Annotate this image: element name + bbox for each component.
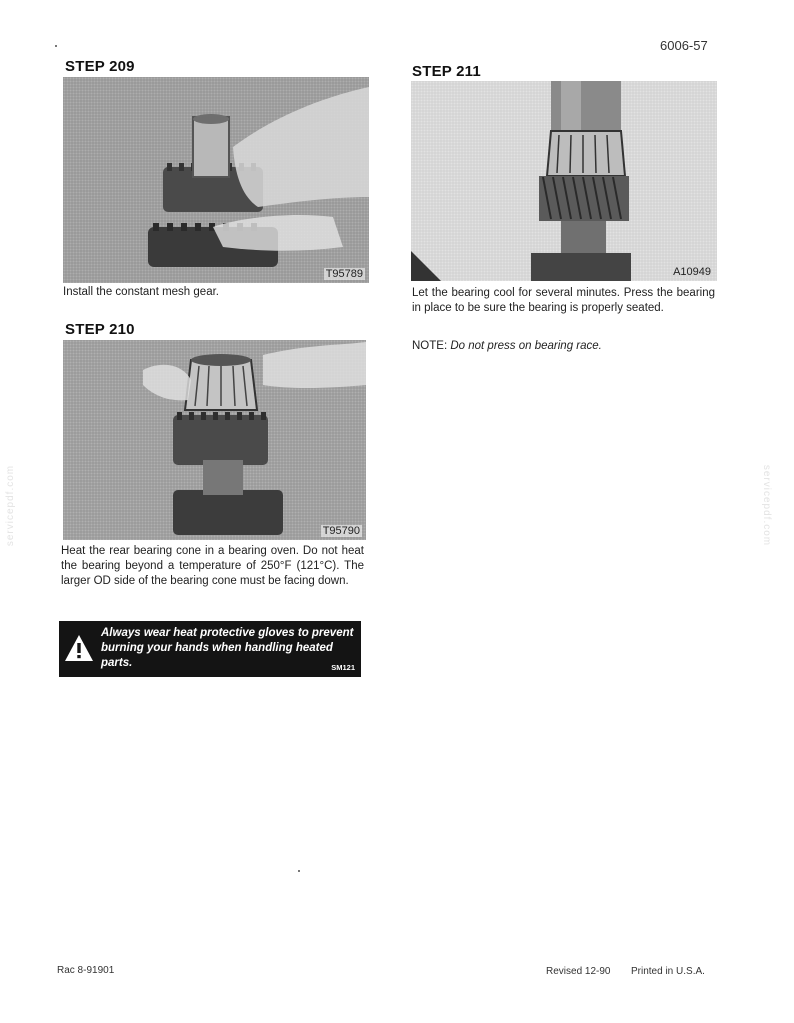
step-209-caption: Install the constant mesh gear. (63, 286, 219, 298)
scan-speck (298, 870, 300, 872)
note-text: Do not press on bearing race. (450, 340, 602, 352)
step-210-photo-code: T95790 (322, 525, 360, 537)
step-211-photo (411, 81, 717, 281)
step-210-heading: STEP 210 (65, 321, 135, 338)
page-number: 6006-57 (660, 38, 708, 53)
bearing-press-illustration (411, 81, 717, 281)
note-label: NOTE: (412, 340, 448, 352)
scan-speck (55, 45, 57, 47)
footer-document-code: Rac 8-91901 (57, 965, 115, 976)
step-211-caption: Let the bearing cool for several minutes. Press the bearing in place to be sure the bearing is properly seated. (412, 287, 715, 314)
step-209-heading: STEP 209 (65, 58, 135, 75)
bearing-cone-illustration (63, 340, 366, 540)
step-211-heading: STEP 211 (412, 63, 481, 80)
step-209-photo-code: T95789 (325, 268, 363, 280)
footer-revised: Revised 12-90 (546, 966, 611, 977)
footer-printed: Printed in U.S.A. (631, 966, 705, 977)
warning-triangle-icon (64, 634, 94, 662)
step-209-photo (63, 77, 369, 283)
warning-box (59, 621, 361, 677)
step-211-note (412, 340, 715, 352)
watermark-right: servicepdf.com (761, 464, 773, 547)
watermark-left: servicepdf.com (5, 464, 17, 547)
warning-code: SM121 (331, 663, 355, 672)
step-210-caption: Heat the rear bearing cone in a bearing oven. Do not heat the bearing beyond a temperature of 250°F (121°C). The larger OD side of the bearing cone must be facing down. (61, 545, 364, 587)
gear-install-illustration (63, 77, 369, 283)
step-211-photo-code: A10949 (673, 266, 711, 278)
warning-text: Always wear heat protective gloves to prevent burning your hands when handling heated parts. (101, 627, 354, 669)
step-210-photo (63, 340, 366, 540)
